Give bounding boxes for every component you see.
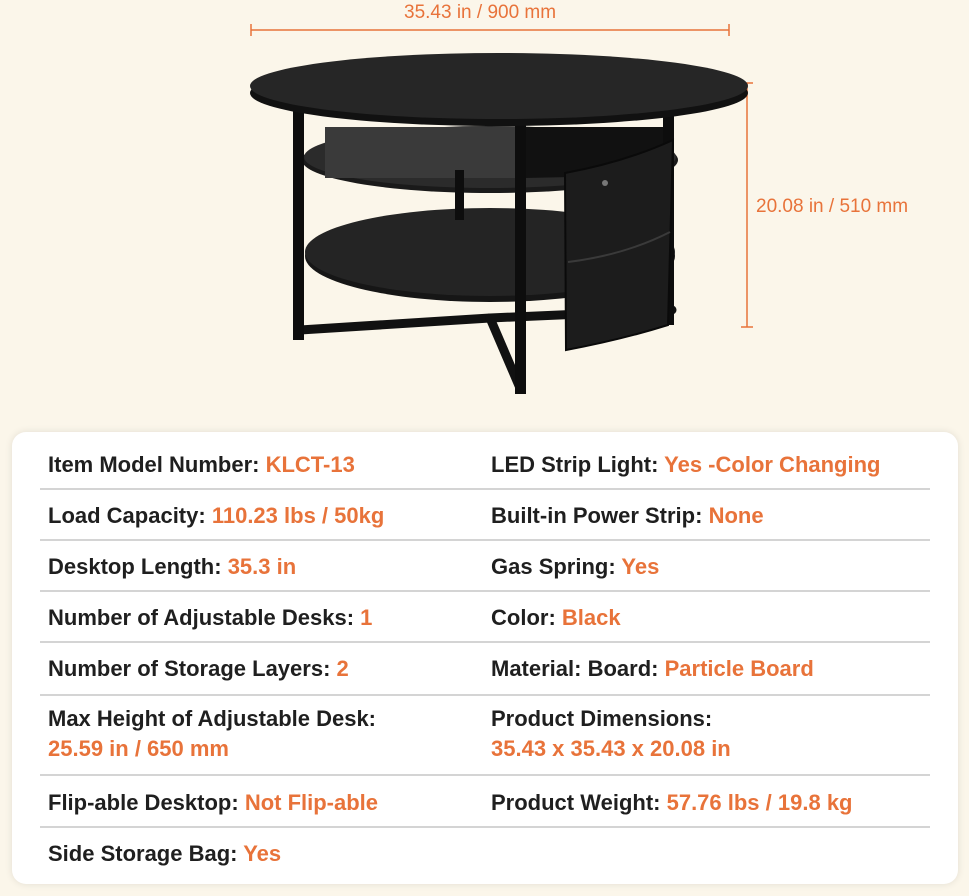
spec-value: 2 [336, 656, 349, 681]
width-dimension-label: 35.43 in / 900 mm [404, 2, 557, 23]
spec-label: Product Weight: [491, 790, 661, 815]
spec-value: 25.59 in / 650 mm [48, 736, 229, 761]
spec-material-board [491, 654, 814, 684]
spec-label: Built-in Power Strip: [491, 503, 703, 528]
spec-value: 35.43 x 35.43 x 20.08 in [491, 736, 731, 761]
spec-product-dimensions [491, 704, 731, 764]
spec-number-of-adjustable-desks [48, 603, 372, 633]
spec-value: None [708, 503, 764, 528]
spec-value: Yes [621, 554, 660, 579]
spec-row [40, 839, 930, 877]
spec-row [40, 704, 930, 776]
spec-value: KLCT-13 [265, 452, 355, 477]
spec-row [40, 552, 930, 592]
spec-label: Side Storage Bag: [48, 841, 238, 866]
spec-row [40, 603, 930, 643]
specifications-card [12, 432, 958, 884]
spec-built-in-power-strip [491, 501, 764, 531]
spec-value: 35.3 in [227, 554, 297, 579]
spec-label: Max Height of Adjustable Desk: [48, 706, 377, 731]
spec-label: Product Dimensions: [491, 706, 713, 731]
spec-label: Item Model Number: [48, 452, 260, 477]
product-area [0, 0, 969, 430]
spec-row [40, 654, 930, 696]
spec-desktop-length [48, 552, 296, 582]
spec-value: Not Flip-able [244, 790, 379, 815]
spec-value: Black [561, 605, 621, 630]
spec-color [491, 603, 621, 633]
height-dimension-line [741, 83, 753, 327]
spec-value: 57.76 lbs / 19.8 kg [666, 790, 853, 815]
spec-led-strip-light [491, 450, 881, 480]
spec-row [40, 788, 930, 828]
spec-side-storage-bag [48, 839, 281, 869]
height-dimension-label: 20.08 in / 510 mm [756, 196, 909, 217]
width-dimension-line [251, 24, 729, 36]
spec-value: Particle Board [664, 656, 814, 681]
spec-value: Yes [243, 841, 282, 866]
spec-flip-able-desktop [48, 788, 378, 818]
spec-item-model-number [48, 450, 355, 480]
spec-label: Flip-able Desktop: [48, 790, 239, 815]
spec-max-height-adjustable-desk [48, 704, 376, 764]
spec-label: Load Capacity: [48, 503, 206, 528]
spec-gas-spring [491, 552, 659, 582]
spec-label: Color: [491, 605, 556, 630]
spec-label: Number of Adjustable Desks: [48, 605, 355, 630]
spec-label: Material: Board: [491, 656, 659, 681]
spec-row [40, 501, 930, 541]
spec-product-weight [491, 788, 853, 818]
spec-load-capacity [48, 501, 384, 531]
spec-value: 110.23 lbs / 50kg [211, 503, 385, 528]
spec-value: Yes -Color Changing [664, 452, 881, 477]
spec-label: LED Strip Light: [491, 452, 659, 477]
spec-row [40, 450, 930, 490]
spec-label: Desktop Length: [48, 554, 222, 579]
spec-label: Number of Storage Layers: [48, 656, 331, 681]
spec-number-of-storage-layers [48, 654, 349, 684]
spec-value: 1 [360, 605, 373, 630]
spec-label: Gas Spring: [491, 554, 616, 579]
